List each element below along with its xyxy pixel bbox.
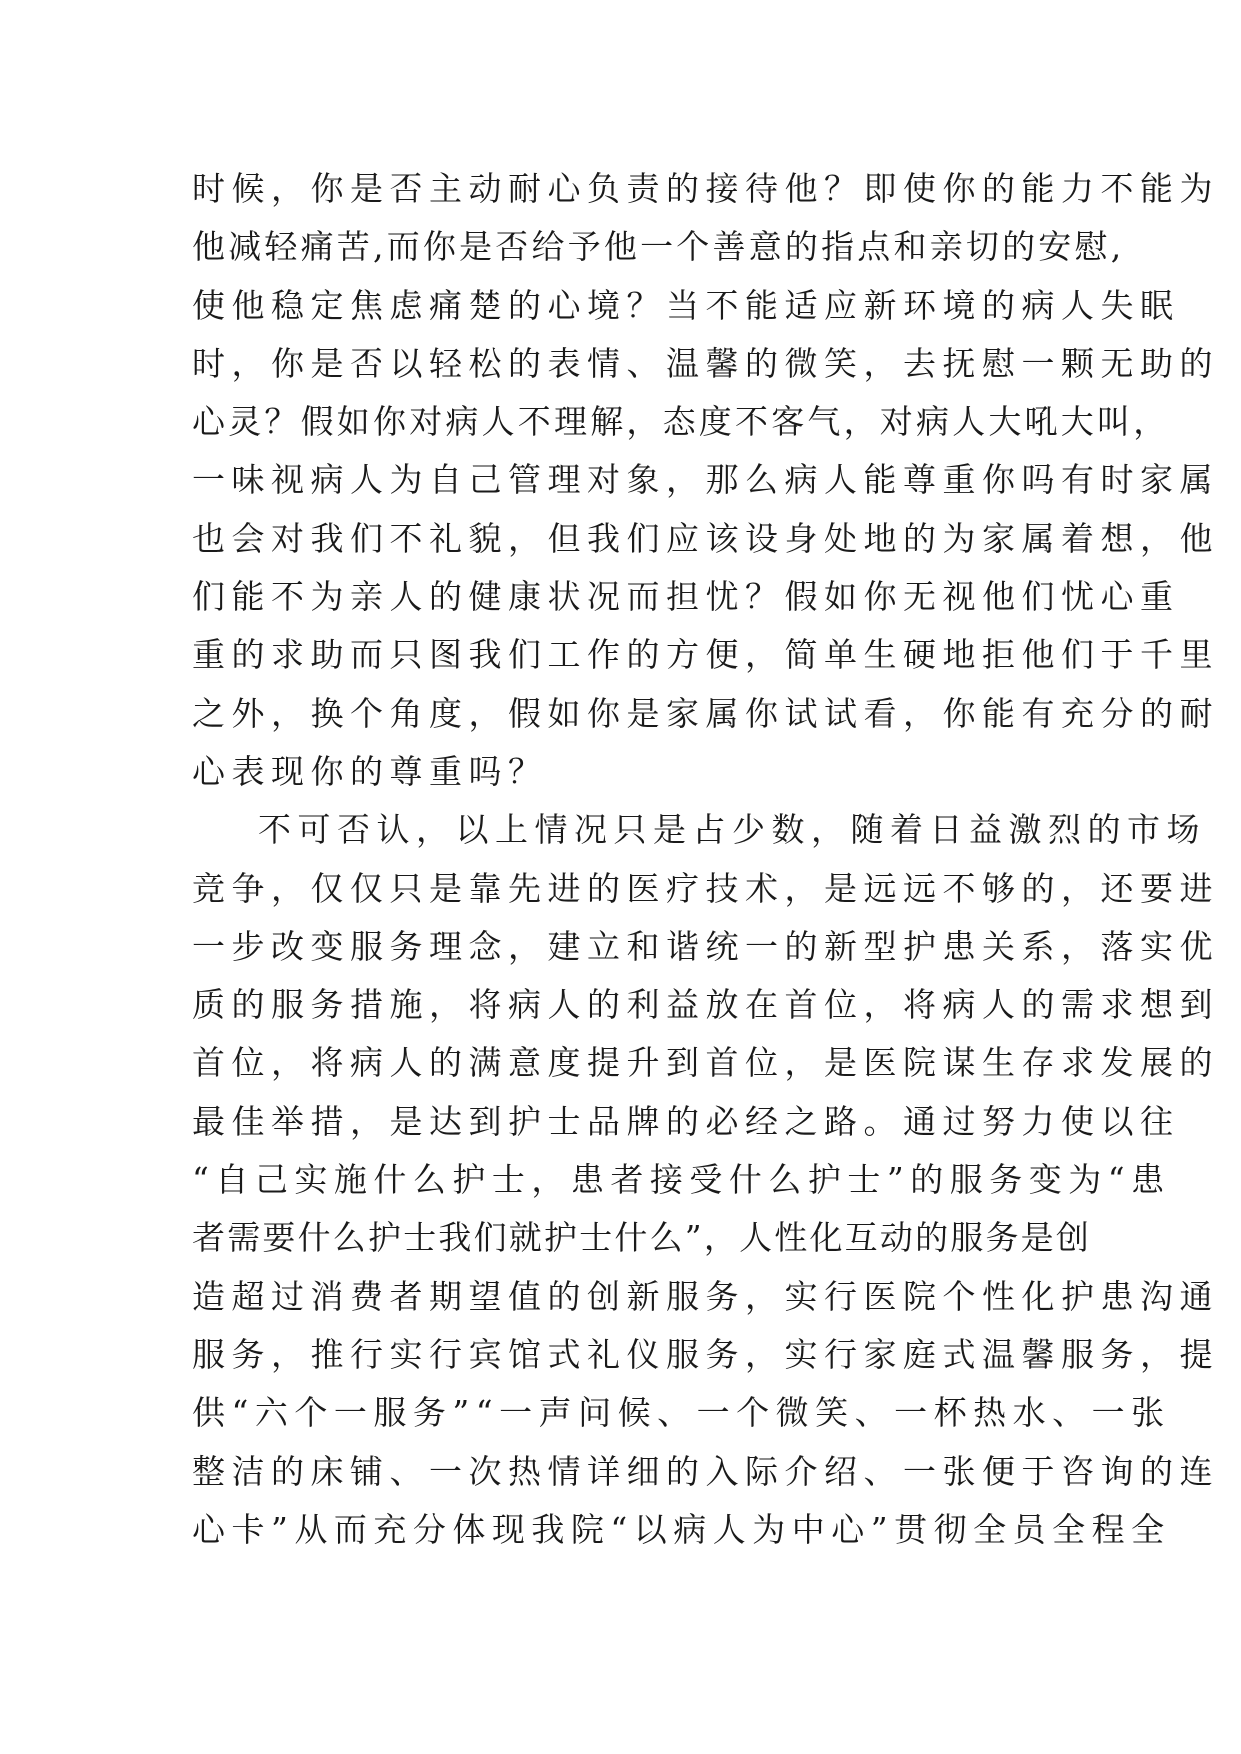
text-line: 心灵？假如你对病人不理解，态度不客气，对病人大吼大叫， xyxy=(192,402,1170,442)
text-line: 造超过消费者期望值的创新服务，实行医院个性化护患沟通 xyxy=(192,1276,1219,1316)
text-line: 一步改变服务理念，建立和谐统一的新型护患关系，落实优 xyxy=(192,926,1219,966)
text-line: 们能不为亲人的健康状况而担忧？假如你无视他们忧心重 xyxy=(192,577,1180,617)
text-line: 也会对我们不礼貌，但我们应该设身处地的为家属着想，他 xyxy=(192,518,1219,558)
text-line: 供“六个一服务”“一声问候、一个微笑、一杯热水、一张 xyxy=(192,1393,1171,1433)
text-line: 他减轻痛苦,而你是否给予他一个善意的指点和亲切的安慰, xyxy=(192,227,1125,267)
text-line: 首位，将病人的满意度提升到首位，是医院谋生存求发展的 xyxy=(192,1043,1219,1083)
text-line: 者需要什么护士我们就护士什么”，人性化互动的服务是创 xyxy=(192,1218,1092,1258)
text-line: 最佳举措，是达到护士品牌的必经之路。通过努力使以往 xyxy=(192,1101,1180,1141)
text-line: 时候，你是否主动耐心负责的接待他？即使你的能力不能为 xyxy=(192,169,1219,208)
text-line: 时，你是否以轻松的表情、温馨的微笑，去抚慰一颗无助的 xyxy=(192,343,1219,383)
body-text xyxy=(192,160,1219,1559)
text-line: 心卡”从而充分体现我院“以病人为中心”贯彻全员全程全 xyxy=(192,1509,1171,1549)
text-line: 一味视病人为自己管理对象，那么病人能尊重你吗有时家属 xyxy=(192,460,1219,500)
text-line: 重的求助而只图我们工作的方便，简单生硬地拒他们于千里 xyxy=(192,635,1219,675)
text-line: 之外，换个角度，假如你是家属你试试看，你能有充分的耐 xyxy=(192,693,1219,733)
text-line: “自己实施什么护士，患者接受什么护士”的服务变为“患 xyxy=(192,1160,1171,1200)
paragraph-start-line: 不可否认，以上情况只是占少数，随着日益激烈的市场 xyxy=(258,810,1206,850)
text-line: 服务，推行实行宾馆式礼仪服务，实行家庭式温馨服务，提 xyxy=(192,1334,1219,1374)
text-line: 心表现你的尊重吗？ xyxy=(192,751,548,791)
text-line: 使他稳定焦虑痛楚的心境？当不能适应新环境的病人失眠 xyxy=(192,285,1180,325)
text-line: 质的服务措施，将病人的利益放在首位，将病人的需求想到 xyxy=(192,985,1219,1025)
text-line: 整洁的床铺、一次热情详细的入际介绍、一张便于咨询的连 xyxy=(192,1451,1219,1491)
text-line: 竞争，仅仅只是靠先进的医疗技术，是远远不够的，还要进 xyxy=(192,868,1219,908)
